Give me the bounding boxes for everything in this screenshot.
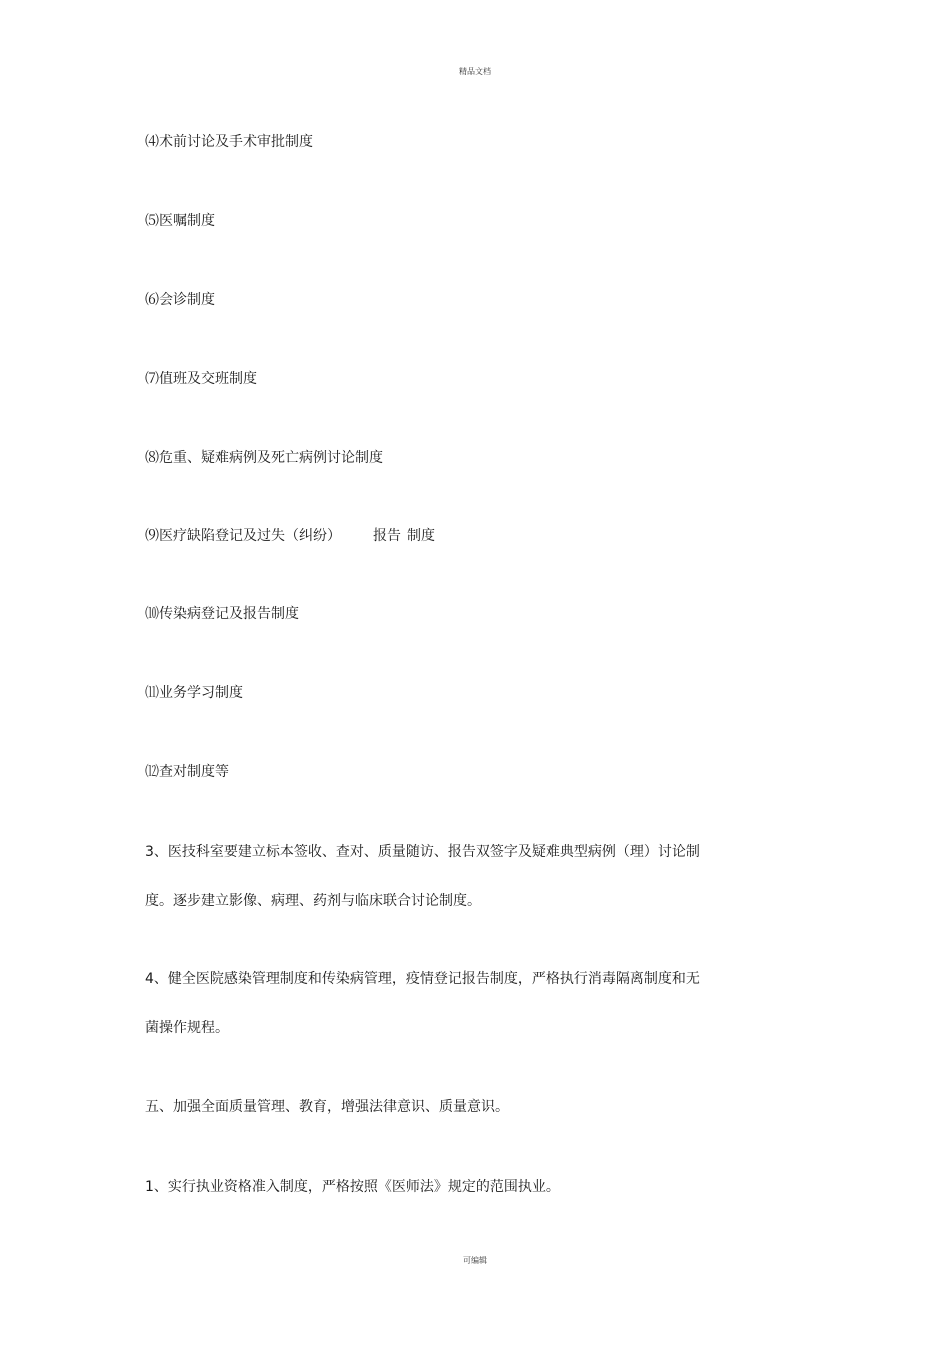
list-item-9-text-a: ⑼医疗缺陷登记及过失（纠纷） xyxy=(145,528,341,544)
list-item-9-text-b: 报告 xyxy=(373,528,401,544)
list-item-4: ⑷术前讨论及手术审批制度 xyxy=(145,134,313,150)
list-item-6: ⑹会诊制度 xyxy=(145,292,215,308)
section-5-item-1: 1、实行执业资格准入制度，严格按照《医师法》规定的范围执业。 xyxy=(145,1179,560,1195)
list-item-5: ⑸医嘱制度 xyxy=(145,213,215,229)
paragraph-4-line-1: 4、健全医院感染管理制度和传染病管理，疫情登记报告制度，严格执行消毒隔离制度和无 xyxy=(145,971,700,987)
list-item-9 xyxy=(145,526,435,546)
section-5-heading: 五、加强全面质量管理、教育，增强法律意识、质量意识。 xyxy=(145,1099,509,1115)
list-item-8: ⑻危重、疑难病例及死亡病例讨论制度 xyxy=(145,450,383,466)
list-item-10: ⑽传染病登记及报告制度 xyxy=(145,606,299,622)
page-footer: 可编辑 xyxy=(463,1256,487,1265)
page-header: 精品文档 xyxy=(459,67,491,76)
paragraph-3-line-1: 3、医技科室要建立标本签收、查对、质量随访、报告双签字及疑难典型病例（理）讨论制 xyxy=(145,844,700,860)
paragraph-3-line-2: 度。逐步建立影像、病理、药剂与临床联合讨论制度。 xyxy=(145,893,481,909)
list-item-7: ⑺值班及交班制度 xyxy=(145,371,257,387)
list-item-12: ⑿查对制度等 xyxy=(145,764,229,780)
list-item-11: ⑾业务学习制度 xyxy=(145,685,243,701)
list-item-9-text-c: 制度 xyxy=(407,528,435,544)
paragraph-4-line-2: 菌操作规程。 xyxy=(145,1020,229,1036)
